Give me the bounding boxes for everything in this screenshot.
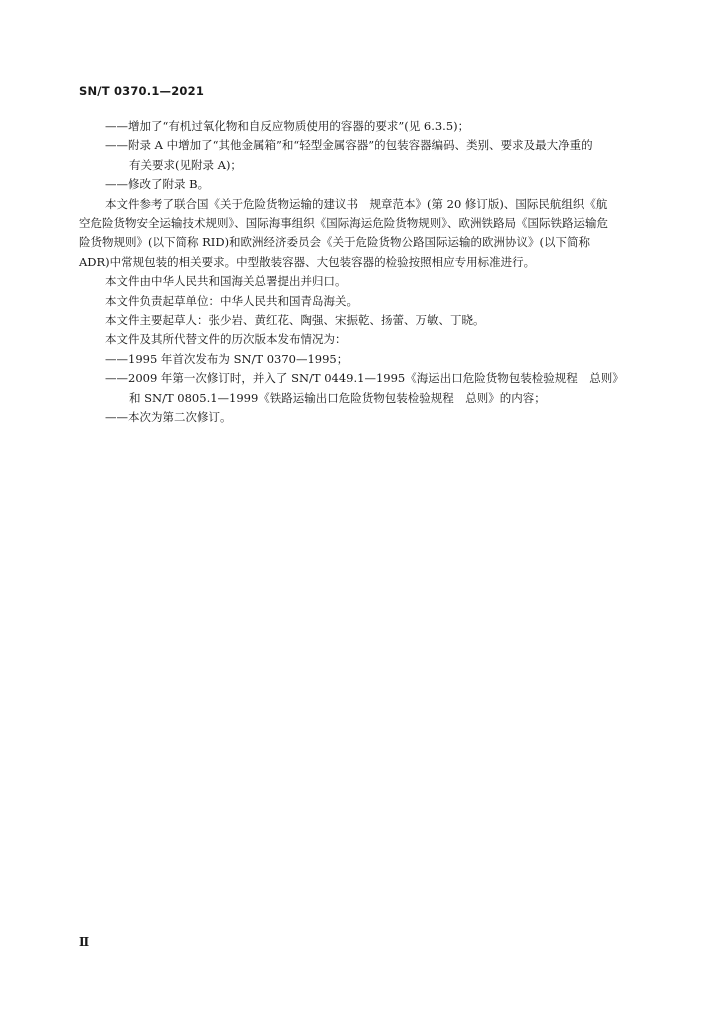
page-number: Ⅱ (79, 935, 91, 949)
change-item-continuation: 有关要求(见附录 A)； (129, 157, 242, 172)
standard-code: SN/T 0370.1—2021 (79, 84, 205, 98)
history-item-line: ——本次为第二次修订。 (105, 410, 232, 425)
change-item-line: ——增加了“有机过氧化物和自反应物质使用的容器的要求”(见 6.3.5)； (105, 119, 470, 133)
change-item-line: ——附录 A 中增加了“其他金属箱”和“轻型金属容器”的包装容器编码、类别、要求及最大净重的 (105, 138, 593, 153)
document-body (79, 117, 645, 428)
drafting-unit-paragraph: 本文件负责起草单位：中华人民共和国青岛海关。 (105, 293, 358, 308)
drafters-paragraph: 本文件主要起草人：张少岩、黄红花、陶强、宋振乾、扬蕾、万敏、丁晓。 (105, 313, 485, 328)
reference-paragraph-line: 本文件参考了联合国《关于危险货物运输的建议书 规章范本》(第 20 修订版)、国际民航组织《航 (105, 196, 608, 211)
reference-paragraph-line: 险货物规则》(以下简称 RID)和欧洲经济委员会《关于危险货物公路国际运输的欧洲协议》(以下简称 (79, 235, 591, 250)
change-item-line: ——修改了附录 B。 (105, 177, 210, 192)
reference-paragraph-line: ADR)中常规包装的相关要求。中型散装容器、大包装容器的检验按照相应专用标准进行。 (79, 254, 536, 269)
history-item-line: ——2009 年第一次修订时，并入了 SN/T 0449.1—1995《海运出口危险货物包装检验规程 总则》 (105, 371, 624, 386)
reference-paragraph-line: 空危险货物安全运输技术规则》、国际海事组织《国际海运危险货物规则》、欧洲铁路局《国际铁路运输危 (79, 216, 608, 231)
proposer-paragraph: 本文件由中华人民共和国海关总署提出并归口。 (105, 274, 347, 289)
history-item-line: ——1995 年首次发布为 SN/T 0370—1995； (105, 351, 349, 366)
history-item-continuation: 和 SN/T 0805.1—1999《铁路运输出口危险货物包装检验规程 总则》的内容； (129, 390, 546, 405)
history-intro-paragraph: 本文件及其所代替文件的历次版本发布情况为： (105, 332, 347, 347)
